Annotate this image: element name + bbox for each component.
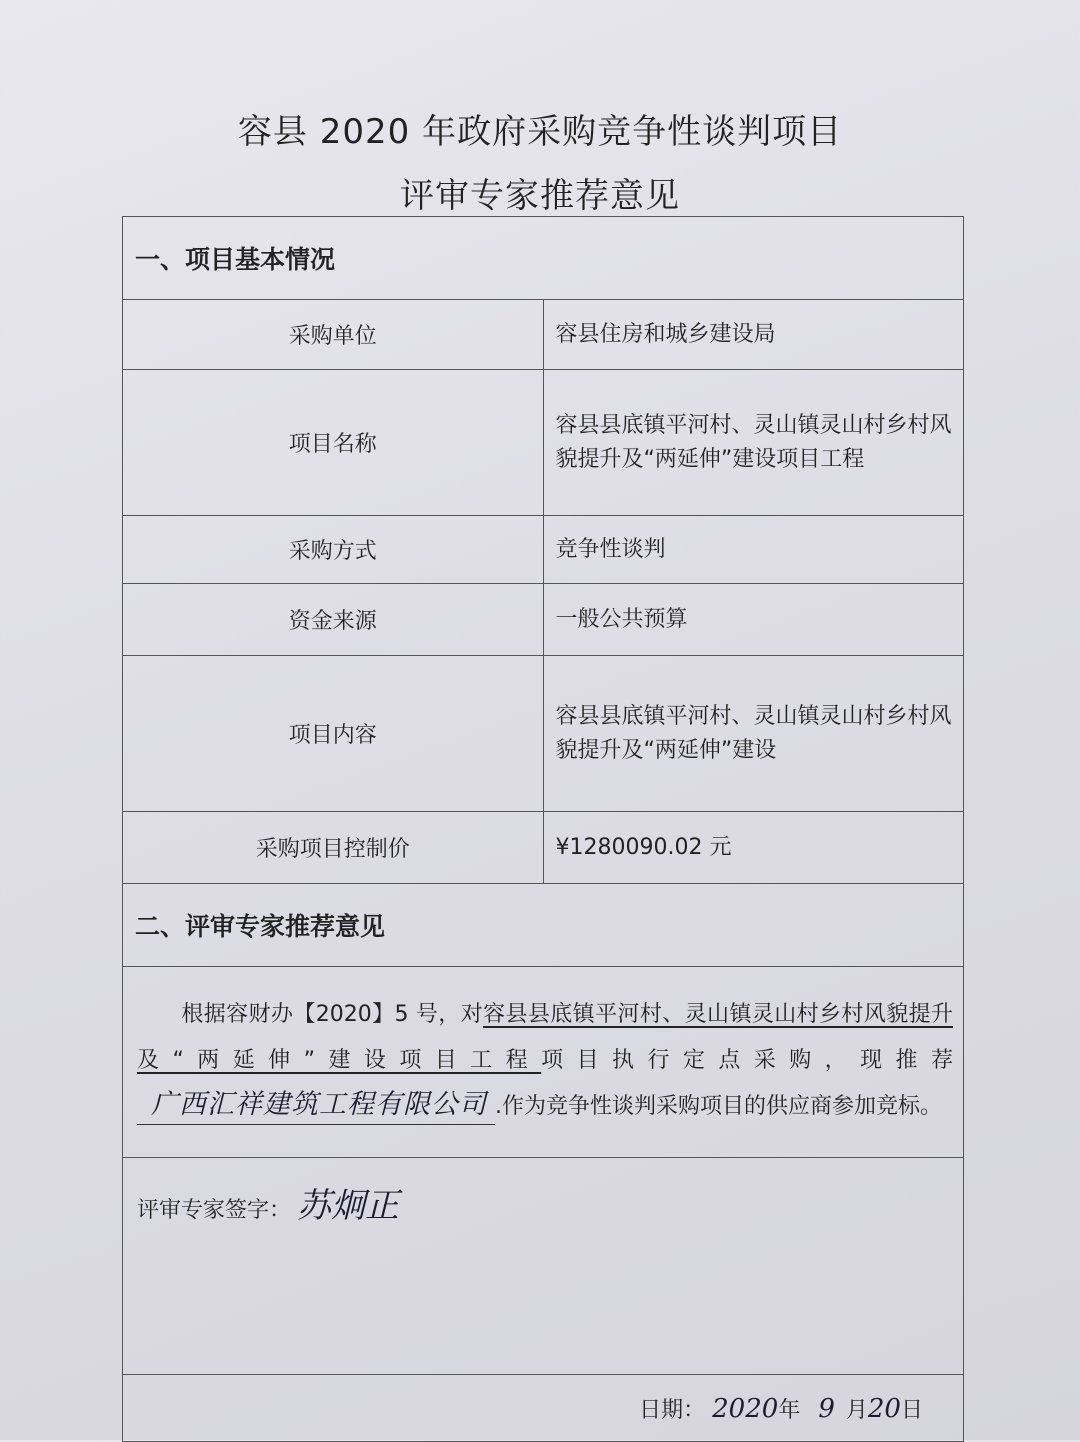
row-label: 采购项目控制价	[123, 812, 544, 884]
project-name-underlined: 容县县底镇平河村、灵山镇灵山村乡村风貌提升及“两延伸”建设项目工程	[137, 1002, 953, 1073]
date-label: 日期：	[639, 1397, 706, 1423]
table-row	[123, 656, 964, 812]
opinion-middle: 项目执行定点采购，现推荐	[541, 1048, 953, 1073]
date-month-unit: 月	[845, 1397, 868, 1423]
row-label: 项目名称	[123, 370, 544, 516]
date-year-unit: 年	[778, 1397, 801, 1423]
section2-heading: 二、评审专家推荐意见	[123, 884, 964, 967]
section1-heading: 一、项目基本情况	[123, 217, 964, 300]
row-value: 竞争性谈判	[543, 516, 964, 584]
table-row	[123, 370, 964, 516]
document-subtitle: 评审专家推荐意见	[400, 176, 680, 216]
row-value: 一般公共预算	[543, 584, 964, 656]
recommended-company: 广西汇祥建筑工程有限公司	[137, 1086, 495, 1125]
date-day: 20	[867, 1393, 901, 1424]
row-label: 采购方式	[123, 516, 544, 584]
document-title: 容县 2020 年政府采购竞争性谈判项目	[237, 112, 843, 152]
row-value: ¥1280090.02 元	[543, 812, 964, 884]
opinion-end: .作为竞争性谈判采购项目的供应商参加竞标。	[495, 1094, 942, 1119]
signature-area	[123, 1158, 964, 1375]
date-day-unit: 日	[900, 1397, 923, 1423]
row-value: 容县县底镇平河村、灵山镇灵山村乡村风貌提升及“两延伸”建设项目工程	[543, 370, 964, 516]
table-row	[123, 300, 964, 370]
date-area	[123, 1375, 964, 1442]
opinion-text	[123, 967, 964, 1158]
signature-label: 评审专家签字：	[137, 1198, 292, 1223]
table-row	[123, 584, 964, 656]
table-row	[123, 516, 964, 584]
row-label: 采购单位	[123, 300, 544, 370]
table-row	[123, 812, 964, 884]
opinion-intro: 根据容财办【2020】5 号，对	[181, 1002, 484, 1027]
row-value: 容县住房和城乡建设局	[543, 300, 964, 370]
date-year: 2020	[712, 1393, 779, 1424]
expert-signature: 苏炯正	[297, 1186, 400, 1226]
row-value: 容县县底镇平河村、灵山镇灵山村乡村风貌提升及“两延伸”建设	[543, 656, 964, 812]
row-label: 资金来源	[123, 584, 544, 656]
date-month: 9	[818, 1393, 835, 1424]
recommendation-form	[122, 216, 964, 1442]
row-label: 项目内容	[123, 656, 544, 812]
